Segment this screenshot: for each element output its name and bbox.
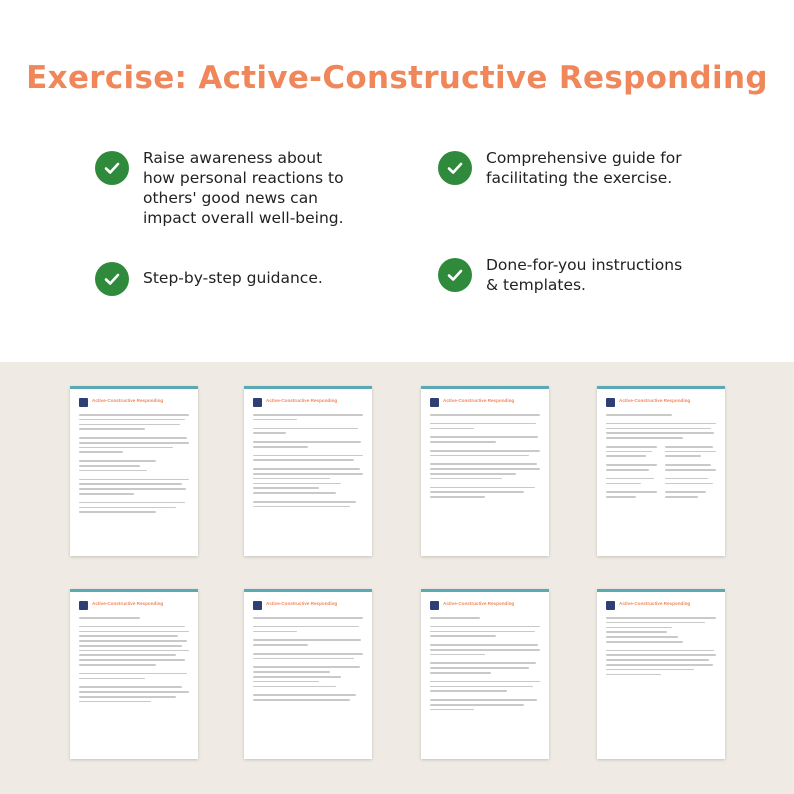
page-body-lines: [606, 414, 716, 546]
page-header: Active-Constructive Responding: [619, 398, 691, 403]
feature-text: Comprehensive guide for facilitating the exercise.: [486, 149, 682, 187]
page-thumbnail[interactable]: [70, 589, 198, 759]
page-title: Exercise: Active-Constructive Responding: [26, 60, 768, 96]
page-thumbnail[interactable]: [421, 589, 549, 759]
check-circle-icon: [438, 151, 472, 185]
page-header: Active-Constructive Responding: [266, 601, 338, 606]
page-thumbnail[interactable]: [244, 386, 372, 556]
page-body-lines: [79, 617, 189, 749]
page-thumbnail[interactable]: [244, 589, 372, 759]
page-top-bar: [244, 386, 372, 389]
logo-icon: [253, 398, 262, 407]
feature-templates: [438, 258, 682, 295]
page-body-lines: [79, 414, 189, 546]
feature-text: Raise awareness about how personal reactions to others' good news can impact overall well-being.: [143, 149, 344, 227]
page-header: Active-Constructive Responding: [443, 601, 515, 606]
logo-icon: [253, 601, 262, 610]
page-body-lines: [430, 414, 540, 546]
feature-awareness: [95, 151, 344, 228]
feature-text: Done-for-you instructions & templates.: [486, 256, 683, 294]
logo-icon: [606, 601, 615, 610]
page-body-lines: [430, 617, 540, 749]
page-body-lines: [606, 617, 716, 749]
check-circle-icon: [95, 262, 129, 296]
feature-text: Step-by-step guidance.: [143, 269, 323, 287]
page-thumbnail[interactable]: [421, 386, 549, 556]
page-header: Active-Constructive Responding: [443, 398, 515, 403]
page-top-bar: [70, 589, 198, 592]
page-header: Active-Constructive Responding: [92, 601, 164, 606]
page-top-bar: [244, 589, 372, 592]
page-top-bar: [421, 589, 549, 592]
logo-icon: [430, 398, 439, 407]
page-top-bar: [421, 386, 549, 389]
page-body-lines: [253, 414, 363, 546]
logo-icon: [606, 398, 615, 407]
feature-step-by-step: [95, 262, 323, 296]
page-header: Active-Constructive Responding: [266, 398, 338, 403]
logo-icon: [79, 398, 88, 407]
logo-icon: [79, 601, 88, 610]
page-body-lines: [253, 617, 363, 749]
feature-guide: [438, 151, 682, 188]
page-thumbnail[interactable]: [597, 589, 725, 759]
page-top-bar: [70, 386, 198, 389]
page-thumbnail[interactable]: [70, 386, 198, 556]
page-thumbnail[interactable]: [597, 386, 725, 556]
page-header: Active-Constructive Responding: [92, 398, 164, 403]
page-top-bar: [597, 589, 725, 592]
check-circle-icon: [95, 151, 129, 185]
logo-icon: [430, 601, 439, 610]
page-top-bar: [597, 386, 725, 389]
check-circle-icon: [438, 258, 472, 292]
page-header: Active-Constructive Responding: [619, 601, 691, 606]
